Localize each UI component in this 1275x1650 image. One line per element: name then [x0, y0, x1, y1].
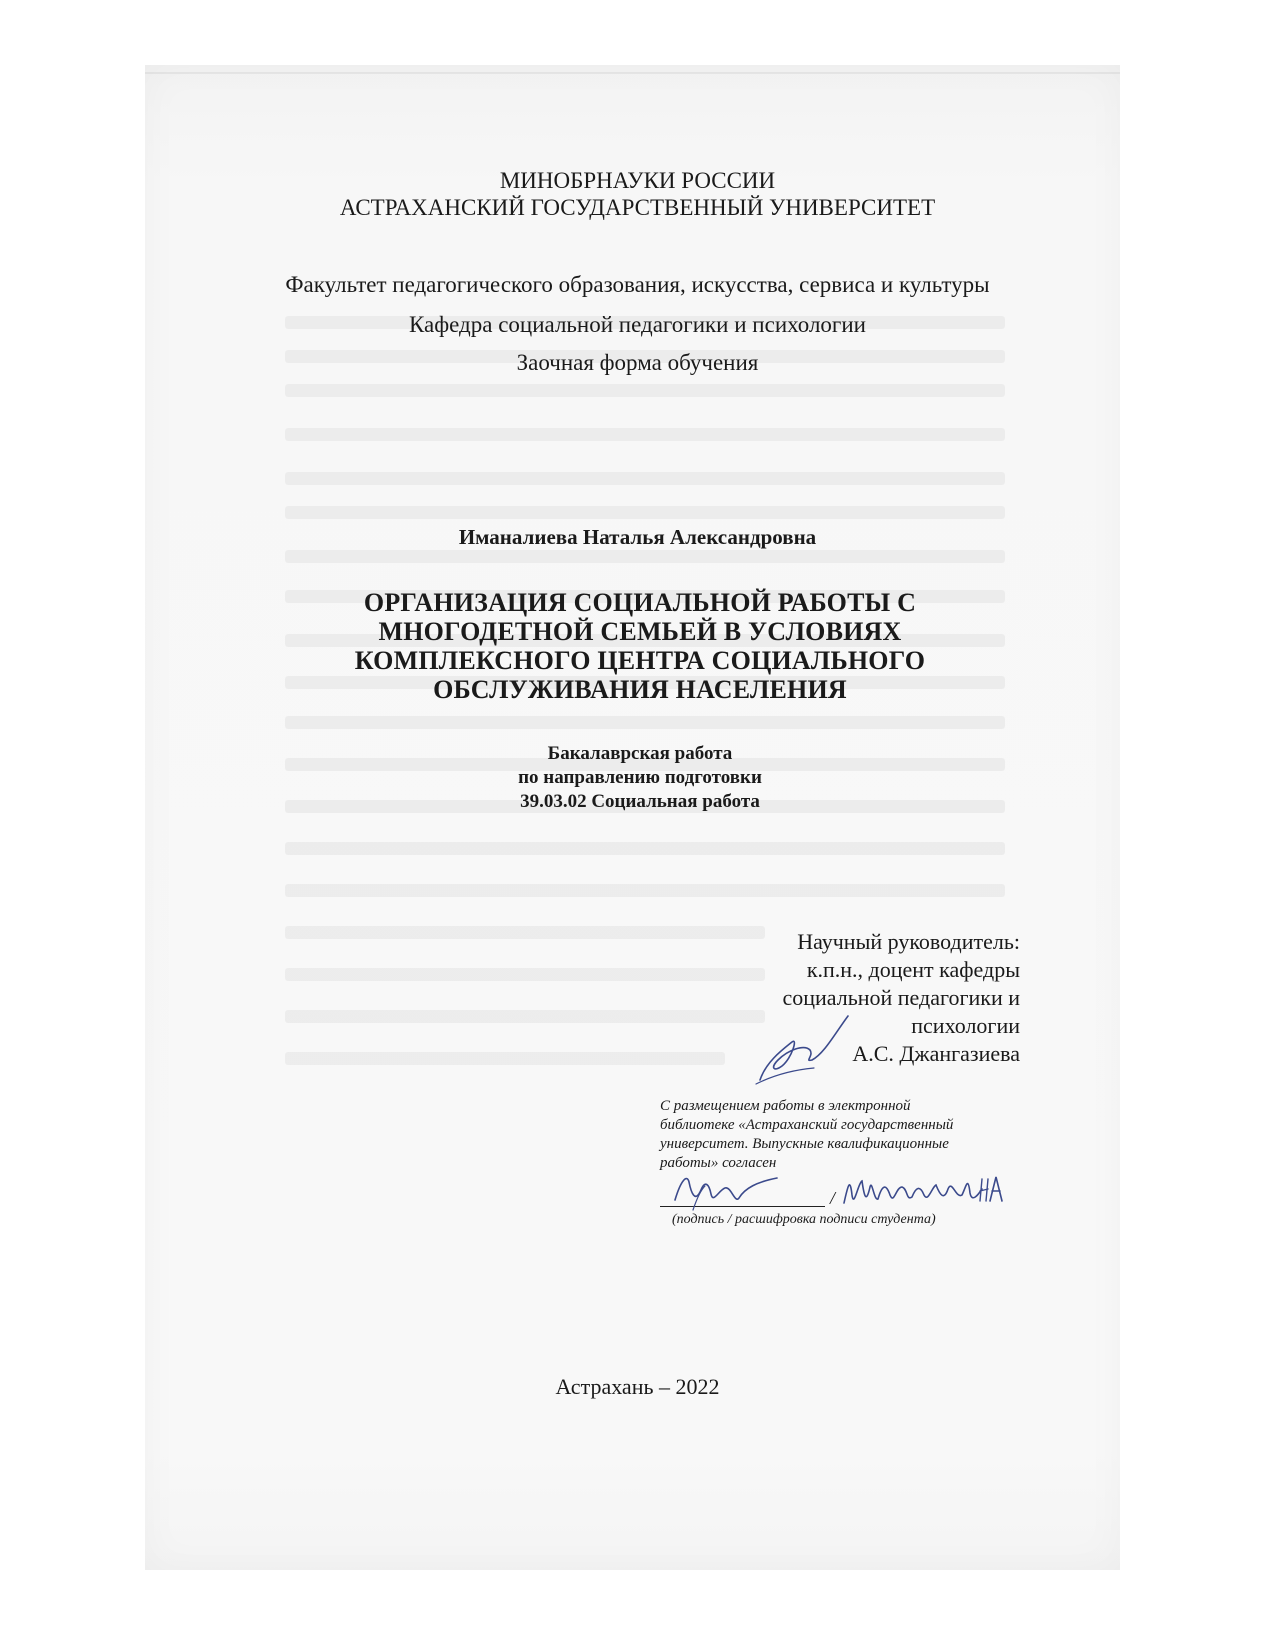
advisor-department-line: психологии: [911, 1013, 1020, 1038]
department-name: Кафедра социальной педагогики и психологии: [409, 312, 866, 337]
university-name: АСТРАХАНСКИЙ ГОСУДАРСТВЕННЫЙ УНИВЕРСИТЕТ: [339, 195, 936, 220]
study-form: Заочная форма обучения: [516, 350, 759, 375]
student-signature-icon: [665, 1160, 785, 1220]
ministry-name: МИНОБРНАУКИ РОССИИ: [499, 168, 776, 193]
city-year: Астрахань – 2022: [555, 1374, 720, 1399]
work-type: Бакалаврская работа: [547, 743, 733, 764]
author-name: Иманалиева Наталья Александровна: [458, 525, 817, 549]
faculty-name: Факультет педагогического образования, искусства, сервиса и культуры: [285, 272, 990, 297]
consent-line: библиотеке «Астраханский государственный: [660, 1117, 954, 1133]
thesis-title-line: МНОГОДЕТНОЙ СЕМЬЕЙ В УСЛОВИЯХ: [378, 617, 902, 646]
consent-line: работы» согласен: [660, 1155, 777, 1171]
thesis-title-line: КОМПЛЕКСНОГО ЦЕНТРА СОЦИАЛЬНОГО: [354, 646, 926, 675]
thesis-title-line: ОБСЛУЖИВАНИЯ НАСЕЛЕНИЯ: [433, 675, 847, 704]
consent-line: С размещением работы в электронной: [660, 1098, 911, 1114]
direction-code: 39.03.02 Социальная работа: [520, 791, 760, 812]
thesis-title: [280, 588, 1000, 704]
scan-edge-top: [145, 72, 1120, 74]
consent-line: университет. Выпускные квалификационные: [660, 1136, 949, 1152]
advisor-department-line: социальной педагогики и: [782, 985, 1020, 1010]
advisor-signature-icon: [752, 1010, 862, 1090]
student-handwritten-name-icon: [840, 1165, 1010, 1215]
advisor-label: Научный руководитель:: [797, 929, 1020, 954]
advisor-degree: к.п.н., доцент кафедры: [806, 957, 1020, 982]
direction-label: по направлению подготовки: [518, 767, 762, 788]
signature-separator: /: [830, 1188, 836, 1208]
advisor-name: А.С. Джангазиева: [852, 1041, 1020, 1066]
thesis-title-line: ОРГАНИЗАЦИЯ СОЦИАЛЬНОЙ РАБОТЫ С: [363, 588, 917, 617]
work-info: [280, 742, 1000, 814]
signature-caption: (подпись / расшифровка подписи студента): [672, 1212, 936, 1227]
